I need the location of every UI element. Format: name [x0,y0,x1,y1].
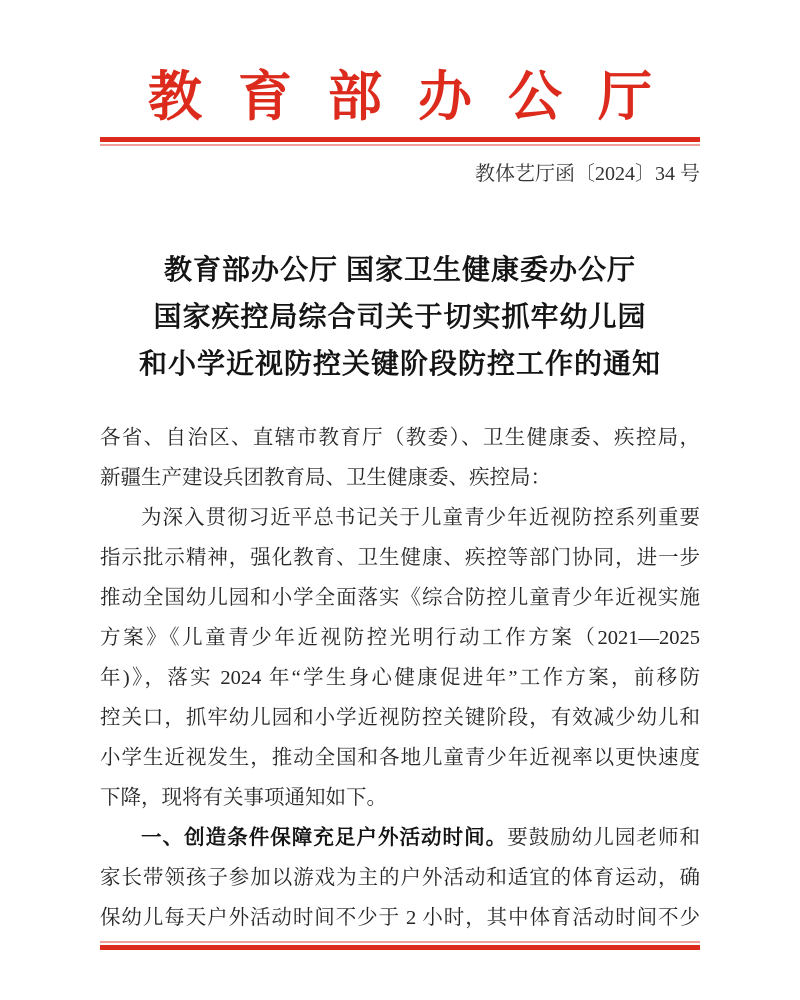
section-1-heading: 一、创造条件保障充足户外活动时间。 [141,827,508,850]
document-number: 教体艺厅函〔2024〕34 号 [475,163,700,186]
section-1-text: 要鼓励幼儿园老师和 [507,827,700,850]
body-line: 小学生近视发生，推动全国和各地儿童青少年近视率以更快速度 [100,747,700,770]
notice-title-line-2: 国家疾控局综合司关于切实抓牢幼儿园 [153,302,647,334]
body-line-section-heading [100,818,700,858]
body-line: 控关口，抓牢幼儿园和小学近视防控关键阶段，有效减少幼儿和 [100,707,700,730]
separator-thin-line [100,941,700,943]
salutation-line-1: 各省、自治区、直辖市教育厅（教委）、卫生健康委、疾控局， [100,427,700,450]
notice-title-line-1: 教育部办公厅 国家卫生健康委办公厅 [163,255,636,287]
notice-title-line-3: 和小学近视防控关键阶段防控工作的通知 [138,349,661,381]
red-separator-top [100,137,700,146]
body-line: 指示批示精神，强化教育、卫生健康、疾控等部门协同，进一步 [100,547,700,570]
body-line: 方案》《儿童青少年近视防控光明行动工作方案（2021—2025 [100,627,700,650]
body-line: 保幼儿每天户外活动时间不少于 2 小时，其中体育活动时间不少 [100,907,700,930]
separator-thick-line [100,945,700,950]
body-line: 下降，现将有关事项通知如下。 [100,787,387,810]
separator-thin-line [100,144,700,146]
body-line: 为深入贯彻习近平总书记关于儿童青少年近视防控系列重要 [141,507,700,530]
salutation-line-2: 新疆生产建设兵团教育局、卫生健康委、疾控局： [100,467,551,490]
letterhead-title: 教育部办公厅 [148,67,688,127]
red-separator-bottom [100,941,700,950]
body-line: 家长带领孩子参加以游戏为主的户外活动和适宜的体育运动，确 [100,867,700,890]
notice-body [100,418,700,938]
notice-title [0,247,800,388]
body-line: 推动全国幼儿园和小学全面落实《综合防控儿童青少年近视实施 [100,587,700,610]
body-line: 年)》，落实 2024 年“学生身心健康促进年”工作方案，前移防 [100,667,700,690]
